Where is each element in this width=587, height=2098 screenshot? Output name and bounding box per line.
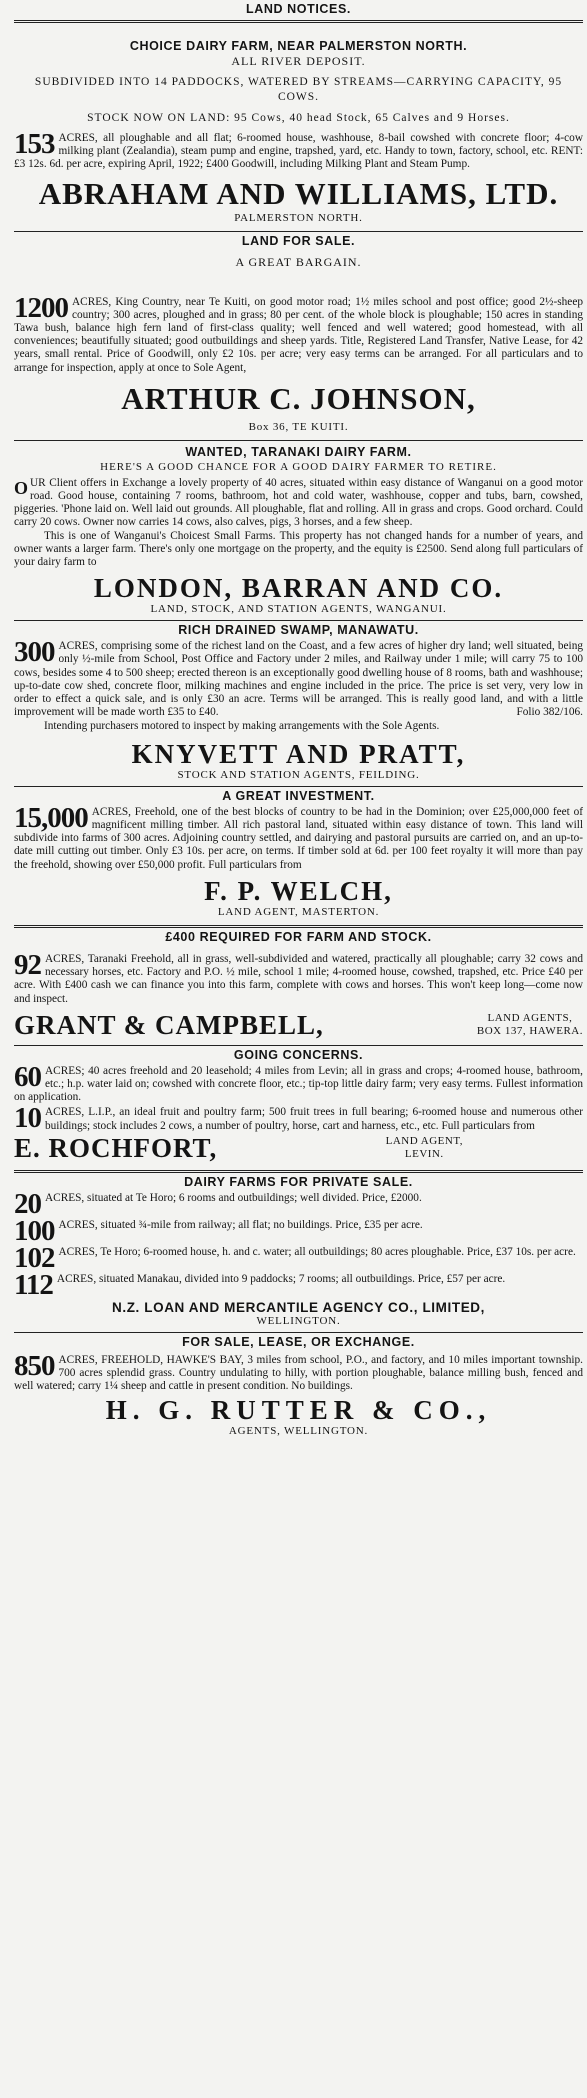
ad-heading: CHOICE DAIRY FARM, NEAR PALMERSTON NORTH. — [129, 39, 468, 53]
acreage-number: 100 — [14, 1218, 55, 1244]
ad-body: ACRES, situated ¾-mile from railway; all flat; no buildings. Price, £35 per acre. — [58, 1218, 423, 1231]
ad-body: ACRES; 40 acres freehold and 20 leasehold; 4 miles from Levin; all in grass and crops; 4-roomed house, bathroom, etc.; h.p. water laid on; cowshed with concrete floor, etc.; tip-top little dairy farm; very easy terms. Fullest information on application. — [14, 1064, 583, 1104]
firm-address: LEVIN. — [404, 1148, 444, 1161]
ad-going-concerns — [14, 1048, 583, 1164]
acreage-number: 850 — [14, 1353, 55, 1382]
ad-heading: WANTED, TARANAKI DAIRY FARM. — [185, 444, 412, 459]
ad-body: ACRES, situated at Te Horo; 6 rooms and outbuildings; well divided. Price, £2000. — [45, 1191, 422, 1204]
ad-wanted-taranaki — [14, 445, 583, 616]
acreage-number: 112 — [14, 1272, 53, 1298]
drop-cap: O — [14, 477, 29, 498]
ad-body: ACRES, Freehold, one of the best blocks of country to be had in the Dominion; over £25,000,000 feet of magnificent milling timber. All rich pastoral land, situated within easy distance of town. This land will subdivide into farms of 300 acres. Adjoining country settled, and dairying and pastoral pursuits are carried on, and an up-to-date mill cutting out timber. Only £3 10s. per acre, on terms. If timber sold at 6d. per 100 feet royalty it will more than pay the freehold, showing over £50,000 profit. Full particulars from — [14, 805, 583, 871]
divider — [14, 1332, 583, 1333]
acreage-number: 153 — [14, 132, 55, 160]
firm-name: GRANT & CAMPBELL, — [14, 1009, 324, 1040]
acreage-number: 10 — [14, 1106, 41, 1133]
ad-subheading: ALL RIVER DEPOSIT. — [231, 54, 366, 68]
ad-body: ACRES, all ploughable and all flat; 6-roomed house, washhouse, 8-bail cowshed with concrete floor; 4-cow milking plant (Zealandia), steam pump and engine, trapshed, yard, etc. Handy to town, factory, school, etc. RENT: £3 12s. 6d. per acre, expiring April, 1922; £400 Goodwill, including Milking Plant and Steam Pump. — [14, 132, 583, 171]
firm-address: LAND AGENT, MASTERTON. — [217, 905, 380, 918]
firm-address: STOCK AND STATION AGENTS, FEILDING. — [177, 768, 420, 781]
ad-subheading: A GREAT BARGAIN. — [235, 254, 362, 269]
acreage-number: 92 — [14, 952, 41, 981]
ad-body: ACRES, King Country, near Te Kuiti, on good motor road; 1½ miles school and post office; good 2½-sheep country; 300 acres, ploughed and in grass; 80 per cent. of the whole block is ploughable; 150 acres in standing Tawa bush, balance high fern land of first-class quality; well fenced and well watered; good homestead, with all conveniences; beautifully situated; good outbuildings and sheep yards. Title, Registered Land Transfer, Native Lease, for 42 years, small rental. Price of Goodwill, only £2 10s. per acre; very easy terms can be arranged. For all particulars and to arrange for inspection, apply at once to Sole Agent, — [14, 295, 583, 374]
ad-body: ACRES, L.I.P., an ideal fruit and poultry farm; 500 fruit trees in full bearing; 6-roomed house and numerous other buildings; stock includes 2 cows, a number of poultry, horse, cart and harness, etc., etc. Full particulars from — [45, 1106, 583, 1132]
ad-body: ACRES, Te Horo; 6-roomed house, h. and c. water; all outbuildings; 80 acres ploughable. Price, £37 10s. per acre. — [58, 1245, 576, 1258]
ad-body: ACRES, FREEHOLD, HAWKE'S BAY, 3 miles from school, P.O., and factory, and 10 miles important township. 700 acres splendid grass. Country undulating to hilly, with portion ploughable, balance milling bush, fenced and well watered; carry 1¼ sheep and cattle in present condition. No buildings. — [14, 1353, 583, 1393]
ad-dairy-farms-private-sale — [14, 1175, 583, 1328]
ad-subheading: HERE'S A GOOD CHANCE FOR A GOOD DAIRY FARMER TO RETIRE. — [100, 460, 497, 473]
acreage-number: 20 — [14, 1191, 41, 1217]
divider — [14, 786, 583, 787]
divider — [14, 925, 583, 928]
ad-for-sale-lease-exchange — [14, 1335, 583, 1439]
divider — [14, 1045, 583, 1046]
firm-address: AGENTS, WELLINGTON. — [228, 1425, 369, 1438]
firm-name: LONDON, BARRAN AND CO. — [93, 573, 504, 604]
ad-body: ACRES, situated Manakau, divided into 9 paddocks; 7 rooms; all outbuildings. Price, £57 per acre. — [56, 1272, 506, 1285]
ad-body: UR Client offers in Exchange a lovely property of 40 acres, situated within easy distance of Wanganui on a good motor road. Good house, containing 7 rooms, bathroom, hot and cold water, washhouse, copper and tubs, barn, cowshed, piggeries. 'Phone laid on. Well laid out grounds. All ploughable, flat and rolling. All in grass and crops. Good orchard. Could carry 20 cows. Owner now carries 14 cows, also calves, pigs, 3 horses, and a few sheep. — [14, 476, 583, 529]
ad-choice-dairy-farm — [14, 39, 583, 225]
divider — [14, 1170, 583, 1173]
divider — [14, 20, 583, 23]
divider — [14, 620, 583, 621]
divider — [14, 231, 583, 232]
agent-title: LAND AGENTS, — [487, 1012, 573, 1025]
firm-name: E. ROCHFORT, — [14, 1132, 218, 1163]
ad-rich-drained-swamp — [14, 623, 583, 782]
firm-name: F. P. WELCH, — [204, 875, 393, 906]
ad-body: This is one of Wanganui's Choicest Small Farms. This property has not changed hands for a number of years, and owner wants a larger farm. There's only one mortgage on the property, and the equity is £2500. Send along full particulars of your dairy farm to — [14, 529, 583, 569]
acreage-number: 1200 — [14, 295, 68, 324]
ad-heading: £400 REQUIRED FOR FARM AND STOCK. — [165, 929, 432, 944]
ad-heading: DAIRY FARMS FOR PRIVATE SALE. — [184, 1174, 413, 1189]
ad-body: ACRES, comprising some of the richest land on the Coast, and a few acres of higher dry land; well situated, being only ½-mile from School, Post Office and Factory under 2 miles, and Railway under 1 mile; will carry 75 to 100 cows, besides some 4 to 500 sheep; erected thereon is an exceptionally good dwelling house of 8 rooms, bath and washhouse; up-to-date cow shed, concrete floor, milking machines and engine included in the price. The price is set very, very low in order to effect a quick sale, and is only £30 an acre. Terms will be arranged. This is really good land, and with a little improvement will be made worth £35 to £40. — [14, 640, 583, 719]
ad-body: ACRES, Taranaki Freehold, all in grass, well-subdivided and watered, practically all ploughable; carry 32 cows and necessary horses, etc. Factory and P.O. ½ mile, school 1 mile; 4-roomed house, cowshed, trapshed, etc. Price £40 per acre. With £400 cash we can finance you into this farm, complete with cows and horses. This won't keep long—come now and inspect. — [14, 952, 583, 1005]
ad-heading: FOR SALE, LEASE, OR EXCHANGE. — [182, 1334, 415, 1349]
firm-agent-block — [386, 1135, 463, 1161]
firm-name: ARTHUR C. JOHNSON, — [121, 380, 476, 416]
firm-address: BOX 137, HAWERA. — [476, 1025, 583, 1038]
ad-400-required — [14, 930, 583, 1041]
acreage-number: 102 — [14, 1245, 55, 1271]
firm-name: ABRAHAM AND WILLIAMS, LTD. — [38, 175, 559, 211]
firm-address: Box 36, TE KUITI. — [248, 420, 349, 433]
firm-agent-block — [477, 1012, 583, 1038]
ad-heading: A GREAT INVESTMENT. — [222, 788, 375, 803]
ad-line: SUBDIVIDED INTO 14 PADDOCKS, WATERED BY STREAMS—CARRYING CAPACITY, 95 COWS. — [34, 76, 563, 103]
ad-land-for-sale — [14, 234, 583, 434]
firm-address: WELLINGTON. — [256, 1314, 341, 1327]
page-title: LAND NOTICES. — [245, 2, 352, 16]
acreage-number: 15,000 — [14, 805, 88, 834]
acreage-number: 300 — [14, 640, 55, 669]
ad-great-investment — [14, 789, 583, 919]
acreage-number: 60 — [14, 1064, 41, 1093]
firm-name: N.Z. LOAN AND MERCANTILE AGENCY CO., LIMITED, — [112, 1299, 485, 1315]
ad-heading: LAND FOR SALE. — [241, 233, 356, 248]
firm-address: LAND, STOCK, AND STATION AGENTS, WANGANUI. — [150, 603, 447, 616]
ad-line: STOCK NOW ON LAND: 95 Cows, 40 head Stock, 65 Calves and 9 Horses. — [87, 112, 510, 124]
agent-title: LAND AGENT, — [385, 1135, 463, 1148]
ad-heading: GOING CONCERNS. — [233, 1047, 364, 1062]
ad-body: Intending purchasers motored to inspect by making arrangements with the Sole Agents. — [44, 719, 440, 732]
folio-number: Folio 382/106. — [516, 706, 583, 719]
firm-name: KNYVETT AND PRATT, — [131, 738, 466, 769]
firm-address: PALMERSTON NORTH. — [234, 211, 363, 224]
firm-name: H. G. RUTTER & CO., — [105, 1395, 492, 1426]
divider — [14, 440, 583, 441]
ad-heading: RICH DRAINED SWAMP, MANAWATU. — [178, 623, 419, 638]
